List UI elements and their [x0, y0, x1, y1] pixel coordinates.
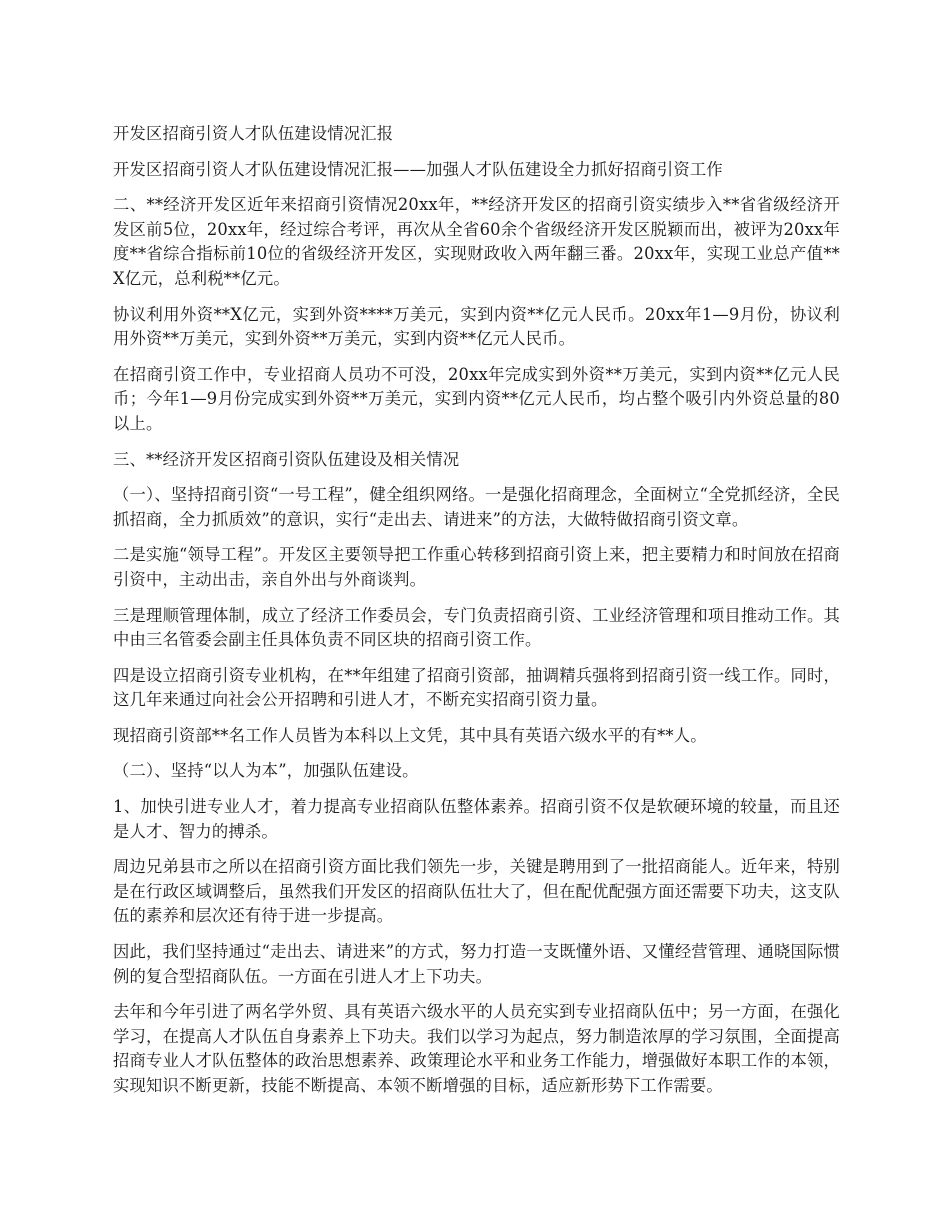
paragraph: 二是实施“领导工程”。开发区主要领导把工作重心转移到招商引资上来，把主要精力和时间放在招商引资中，主动出击，亲自外出与外商谈判。	[113, 545, 840, 589]
section-heading: 三、**经济开发区招商引资队伍建设及相关情况	[113, 449, 460, 469]
paragraph: 三是理顺管理体制，成立了经济工作委员会，专门负责招商引资、工业经济管理和项目推动工作。其中由三名管委会副主任具体负责不同区块的招商引资工作。	[113, 605, 840, 650]
paragraph: 二、**经济开发区近年来招商引资情况20xx年，**经济开发区的招商引资实绩步入**省省级经济开发区前5位，20xx年，经过综合考评，再次从全省60余个省级经济开发区脱颖而出，被评为20xx年度**省综合指标前10位的省级经济开发区，实现财政收入两年翻三番。20xx年，实现工业总产值**X亿元，总利税**亿元。	[113, 195, 840, 288]
document-body	[113, 122, 840, 1110]
paragraph: 因此，我们坚持通过“走出去、请进来”的方式，努力打造一支既懂外语、又懂经营管理、通晓国际惯例的复合型招商队伍。一方面在引进人才上下功夫。	[113, 942, 840, 986]
document-subtitle: 开发区招商引资人才队伍建设情况汇报——加强人才队伍建设全力抓好招商引资工作	[113, 159, 723, 179]
paragraph: 现招商引资部**名工作人员皆为本科以上文凭，其中具有英语六级水平的有**人。	[113, 725, 707, 745]
paragraph: 在招商引资工作中，专业招商人员功不可没，20xx年完成实到外资**万美元，实到内资**亿元人民币；今年1—9月份完成实到外资**万美元，实到内资**亿元人民币，均占整个吸引内外资总量的80以上。	[113, 364, 840, 433]
subsection-heading: （二）、坚持“以人为本”，加强队伍建设。	[113, 761, 419, 781]
paragraph: 周边兄弟县市之所以在招商引资方面比我们领先一步，关键是聘用到了一批招商能人。近年来，特别是在行政区域调整后，虽然我们开发区的招商队伍壮大了，但在配优配强方面还需要下功夫，这支队伍的素养和层次还有待于进一步提高。	[113, 857, 840, 926]
paragraph: 协议利用外资**X亿元，实到外资****万美元，实到内资**亿元人民币。20xx年1—9月份，协议利用外资**万美元，实到外资**万美元，实到内资**亿元人民币。	[113, 304, 840, 349]
document-title: 开发区招商引资人才队伍建设情况汇报	[113, 124, 394, 143]
paragraph: （一）、坚持招商引资“一号工程”，健全组织网络。一是强化招商理念，全面树立“全党抓经济，全民抓招商，全力抓质效”的意识，实行“走出去、请进来”的方法，大做特做招商引资文章。	[113, 485, 840, 529]
paragraph: 1、加快引进专业人才，着力提高专业招商队伍整体素养。招商引资不仅是软硬环境的较量，而且还是人才、智力的搏杀。	[113, 797, 840, 841]
paragraph: 四是设立招商引资专业机构，在**年组建了招商引资部，抽调精兵强将到招商引资一线工作。同时，这几年来通过向社会公开招聘和引进人才，不断充实招商引资力量。	[113, 665, 840, 710]
paragraph: 去年和今年引进了两名学外贸、具有英语六级水平的人员充实到专业招商队伍中；另一方面，在强化学习，在提高人才队伍自身素养上下功夫。我们以学习为起点，努力制造浓厚的学习氛围，全面提高招商专业人才队伍整体的政治思想素养、政策理论水平和业务工作能力，增强做好本职工作的本领，实现知识不断更新，技能不断提高、本领不断增强的目标，适应新形势下工作需要。	[113, 1002, 840, 1095]
